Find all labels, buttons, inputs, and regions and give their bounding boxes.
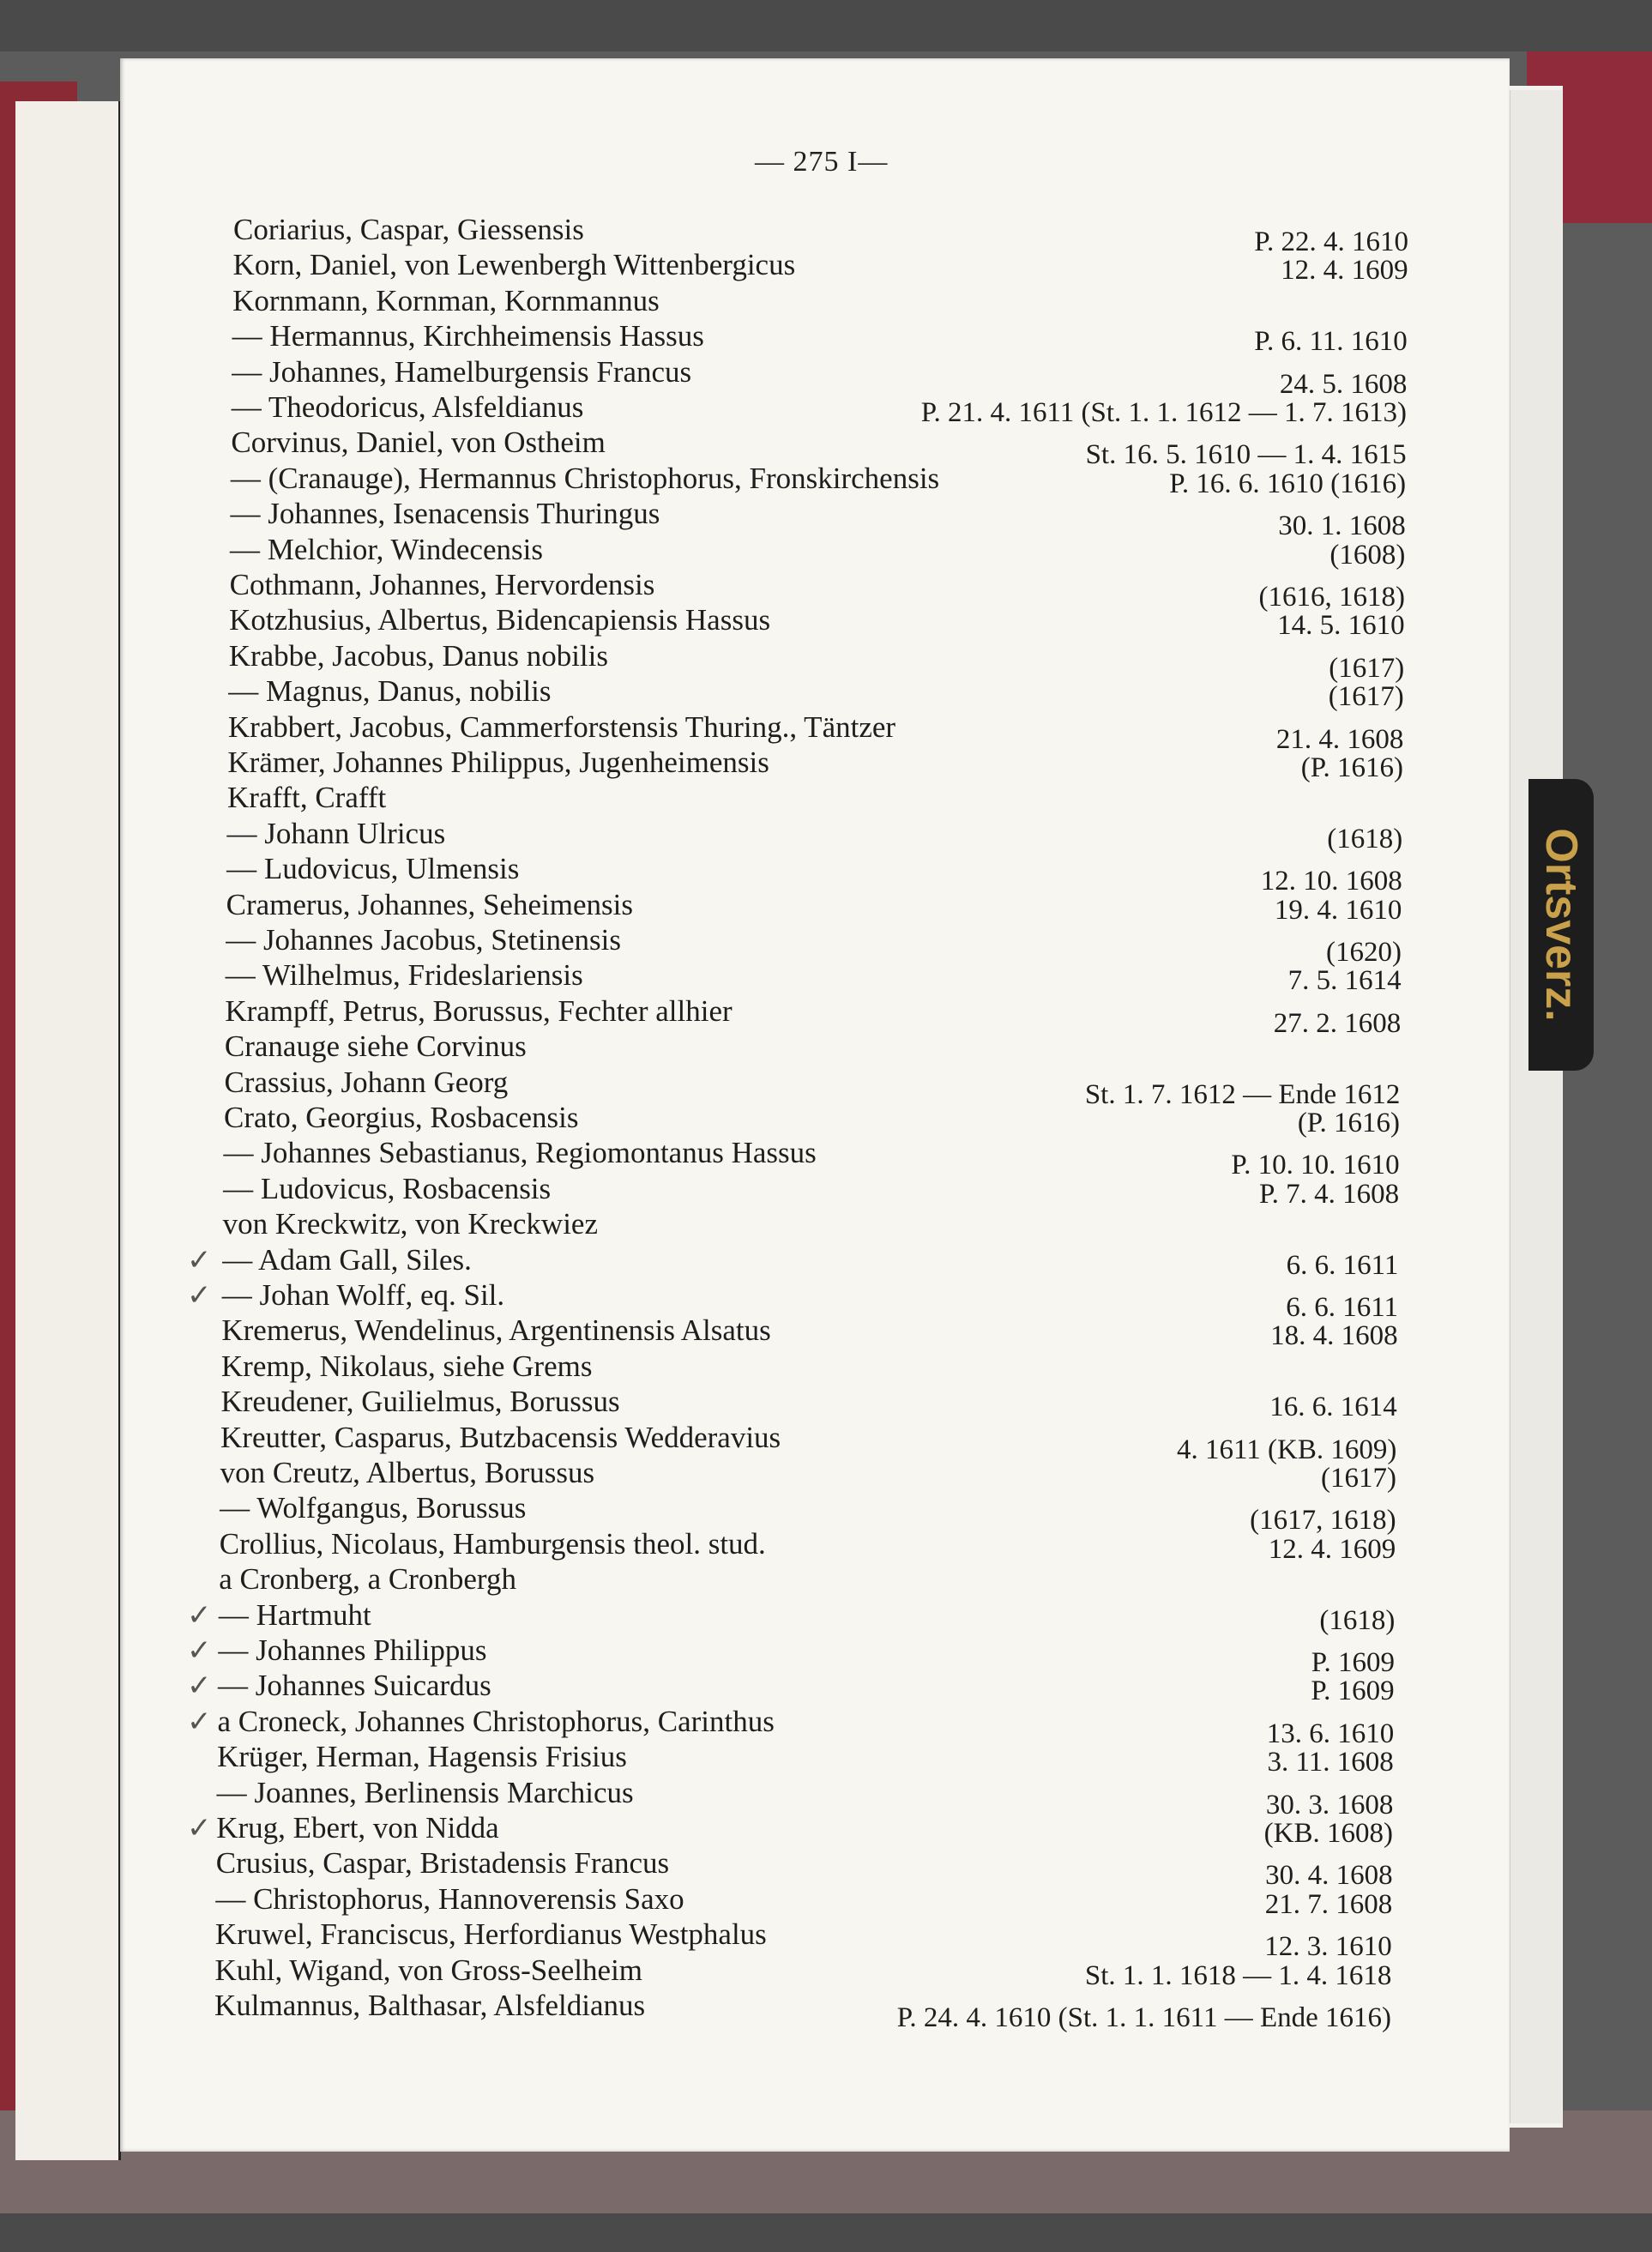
entry-date: 12. 10. 1608 bbox=[1260, 866, 1402, 897]
register-entry bbox=[221, 1278, 1398, 1323]
register-entry bbox=[222, 1242, 1399, 1281]
entry-date: P. 10. 10. 1610 bbox=[1231, 1150, 1400, 1181]
check-mark-icon: ✓ bbox=[187, 1669, 212, 1704]
register-entry bbox=[223, 1136, 1400, 1181]
entry-name: Cothmann, Johannes, Hervordensis bbox=[229, 568, 655, 601]
entry-date: (1608) bbox=[1329, 539, 1406, 571]
register-entry bbox=[227, 746, 1403, 783]
register-entry bbox=[230, 461, 1407, 499]
entry-date: 16. 6. 1614 bbox=[1269, 1392, 1397, 1423]
entry-name: Cranauge siehe Corvinus bbox=[224, 1029, 527, 1064]
entry-date: (1620) bbox=[1326, 937, 1402, 968]
entry-date: P. 7. 4. 1608 bbox=[1258, 1178, 1400, 1210]
entry-name: — Johannes Philippus bbox=[218, 1633, 487, 1667]
entry-date: (1616, 1618) bbox=[1258, 582, 1405, 613]
entry-date: P. 21. 4. 1611 (St. 1. 1. 1612 — 1. 7. 1613) bbox=[920, 397, 1407, 428]
entry-date: (1617) bbox=[1329, 652, 1405, 684]
entry-name: Krampff, Petrus, Borussus, Fechter allhier bbox=[225, 993, 733, 1028]
register-entry bbox=[229, 603, 1405, 642]
register-entry bbox=[215, 1881, 1393, 1920]
register-entry bbox=[225, 958, 1402, 997]
entry-name: Crato, Georgius, Rosbacensis bbox=[224, 1101, 579, 1134]
entry-name: Crassius, Johann Georg bbox=[224, 1065, 509, 1099]
entry-name: von Creutz, Albertus, Borussus bbox=[220, 1456, 595, 1489]
entry-date: 21. 7. 1608 bbox=[1264, 1888, 1393, 1920]
entry-date: P. 22. 4. 1610 bbox=[1254, 226, 1408, 257]
entry-name: a Cronberg, a Cronbergh bbox=[219, 1562, 516, 1597]
register-entry bbox=[231, 390, 1407, 428]
entry-date: 12. 3. 1610 bbox=[1264, 1931, 1392, 1963]
entry-date: 27. 2. 1608 bbox=[1273, 1007, 1402, 1039]
entry-name: Kremerus, Wendelinus, Argentinensis Alsatus bbox=[221, 1313, 771, 1348]
register-entry bbox=[214, 1989, 1391, 2033]
register-entry bbox=[230, 532, 1406, 571]
entry-name: — Hartmuht bbox=[218, 1597, 371, 1632]
entry-name: Korn, Daniel, von Lewenbergh Wittenbergicus bbox=[232, 248, 796, 282]
entry-name: — Wilhelmus, Frideslariensis bbox=[225, 958, 583, 993]
entry-name: Kremp, Nikolaus, siehe Grems bbox=[220, 1349, 593, 1383]
entry-name: Kotzhusius, Albertus, Bidencapiensis Hassus bbox=[229, 603, 771, 637]
register-entry bbox=[232, 248, 1408, 287]
entry-name: Coriarius, Caspar, Giessensis bbox=[233, 213, 584, 246]
check-mark-icon: ✓ bbox=[187, 1597, 212, 1633]
entry-date: 6. 6. 1611 bbox=[1286, 1292, 1398, 1323]
entry-date: 18. 4. 1608 bbox=[1270, 1320, 1398, 1352]
entry-name: Kuhl, Wigand, von Gross-Seelheim bbox=[214, 1953, 643, 1987]
entry-name: — Johannes, Hamelburgensis Francus bbox=[232, 354, 692, 389]
register-entry bbox=[217, 1740, 1394, 1778]
entry-date: (P. 1616) bbox=[1300, 752, 1403, 783]
register-entry bbox=[226, 816, 1403, 854]
entry-name: — Johannes, Isenacensis Thuringus bbox=[230, 497, 660, 531]
entry-name: — Johannes Jacobus, Stetinensis bbox=[226, 923, 621, 957]
register-entry bbox=[232, 319, 1408, 358]
entry-date: (1617) bbox=[1321, 1463, 1396, 1494]
entry-date: P. 24. 4. 1610 (St. 1. 1. 1611 — Ende 1616) bbox=[896, 2002, 1391, 2033]
register-entry bbox=[219, 1562, 1396, 1597]
register-entry bbox=[232, 354, 1408, 400]
entry-name: Krug, Ebert, von Nidda bbox=[216, 1811, 499, 1844]
entry-name: Crusius, Caspar, Bristadensis Francus bbox=[215, 1846, 670, 1881]
entry-date: (1618) bbox=[1319, 1604, 1396, 1636]
entry-date: P. 1609 bbox=[1311, 1647, 1395, 1678]
entry-name: Kreudener, Guilielmus, Borussus bbox=[220, 1385, 620, 1419]
entry-date: 30. 4. 1608 bbox=[1265, 1860, 1393, 1892]
entry-date: 7. 5. 1614 bbox=[1287, 965, 1402, 997]
entry-date: 12. 4. 1609 bbox=[1281, 255, 1408, 287]
register-entry bbox=[220, 1491, 1396, 1537]
entry-date: P. 16. 6. 1610 (1616) bbox=[1169, 468, 1407, 499]
register-entry bbox=[214, 1917, 1392, 1963]
register-entry bbox=[218, 1597, 1396, 1636]
entry-name: — Johan Wolff, eq. Sil. bbox=[221, 1278, 505, 1312]
entry-date: (1617, 1618) bbox=[1250, 1505, 1396, 1537]
check-mark-icon: ✓ bbox=[187, 1704, 212, 1739]
page-number: — 275 I— bbox=[755, 146, 889, 178]
register-entry bbox=[223, 1207, 1399, 1241]
register-entry bbox=[232, 284, 1408, 318]
register-entry bbox=[221, 1349, 1397, 1384]
entry-name: — Ludovicus, Ulmensis bbox=[226, 852, 520, 886]
entry-name: — (Cranauge), Hermannus Christophorus, Fronskirchensis bbox=[230, 461, 940, 495]
entry-date: 30. 3. 1608 bbox=[1265, 1789, 1394, 1820]
entry-name: — Christophorus, Hannoverensis Saxo bbox=[215, 1881, 684, 1916]
entry-date: P. 1609 bbox=[1311, 1675, 1395, 1707]
entry-date: 13. 6. 1610 bbox=[1266, 1718, 1395, 1749]
entry-name: Corvinus, Daniel, von Ostheim bbox=[231, 426, 606, 460]
entry-name: von Kreckwitz, von Kreckwiez bbox=[222, 1207, 599, 1241]
register-entry bbox=[217, 1669, 1395, 1707]
entry-date: (KB. 1608) bbox=[1263, 1818, 1393, 1849]
register-entry bbox=[221, 1313, 1398, 1352]
entry-name: Kornmann, Kornman, Kornmannus bbox=[232, 283, 660, 317]
entry-name: Kruwel, Franciscus, Herfordianus Westphalus bbox=[214, 1917, 767, 1952]
register-entry bbox=[228, 674, 1404, 713]
entry-name: Krüger, Herman, Hagensis Frisius bbox=[217, 1740, 627, 1774]
entry-date: 19. 4. 1610 bbox=[1274, 894, 1402, 926]
entry-date: St. 16. 5. 1610 — 1. 4. 1615 bbox=[1085, 439, 1407, 471]
entry-name: a Croneck, Johannes Christophorus, Carinthus bbox=[217, 1704, 775, 1738]
register-entry bbox=[223, 1171, 1400, 1210]
entry-name: — Theodoricus, Alsfeldianus bbox=[231, 390, 584, 424]
entry-date: St. 1. 1. 1618 — 1. 4. 1618 bbox=[1084, 1959, 1392, 1991]
register-entry bbox=[219, 1526, 1396, 1565]
entry-date: 12. 4. 1609 bbox=[1268, 1533, 1396, 1565]
check-mark-icon: ✓ bbox=[187, 1633, 212, 1668]
entry-date: P. 6. 11. 1610 bbox=[1254, 326, 1408, 358]
entry-name: Kulmannus, Balthasar, Alsfeldianus bbox=[214, 1989, 646, 2022]
entry-name: — Melchior, Windecensis bbox=[230, 532, 543, 566]
register-entry bbox=[226, 923, 1402, 968]
entry-date: 30. 1. 1608 bbox=[1278, 510, 1406, 542]
entry-name: — Magnus, Danus, nobilis bbox=[228, 674, 552, 709]
entry-date: 3. 11. 1608 bbox=[1267, 1747, 1394, 1778]
register-entry bbox=[230, 497, 1406, 542]
entry-name: Krämer, Johannes Philippus, Jugenheimensis bbox=[227, 746, 769, 779]
entry-date: St. 1. 7. 1612 — Ende 1612 bbox=[1084, 1078, 1401, 1110]
entry-name: Krabbe, Jacobus, Danus nobilis bbox=[228, 638, 609, 673]
register-entry bbox=[233, 213, 1408, 257]
entry-name: Krafft, Crafft bbox=[226, 781, 387, 815]
entry-date: (1617) bbox=[1328, 681, 1404, 713]
entry-date: (1618) bbox=[1327, 823, 1403, 854]
entry-date: 4. 1611 (KB. 1609) bbox=[1177, 1434, 1397, 1465]
entry-name: — Ludovicus, Rosbacensis bbox=[223, 1171, 552, 1205]
entry-date: 21. 4. 1608 bbox=[1275, 723, 1404, 755]
register-entry bbox=[231, 426, 1407, 471]
index-tab-label[interactable]: Ortsverz. bbox=[1536, 828, 1586, 1022]
entry-name: — Wolfgangus, Borussus bbox=[220, 1491, 527, 1525]
entry-name: Kreutter, Casparus, Butzbacensis Wedderavius bbox=[220, 1420, 781, 1454]
entry-name: Cramerus, Johannes, Seheimensis bbox=[226, 887, 633, 921]
register-entry bbox=[225, 1029, 1401, 1064]
register-entry bbox=[220, 1385, 1397, 1423]
entry-date: (P. 1616) bbox=[1297, 1108, 1400, 1138]
register-entry bbox=[227, 709, 1404, 755]
entry-name: — Johannes Sebastianus, Regiomontanus Hassus bbox=[223, 1136, 817, 1170]
register-entry bbox=[217, 1704, 1395, 1749]
register-entry bbox=[228, 638, 1405, 684]
check-mark-icon: ✓ bbox=[187, 1811, 212, 1845]
register-entry bbox=[224, 1065, 1401, 1110]
register-entry bbox=[227, 781, 1403, 815]
entry-name: — Adam Gall, Siles. bbox=[222, 1242, 472, 1277]
register-entry bbox=[224, 1101, 1400, 1138]
check-mark-icon: ✓ bbox=[187, 1278, 212, 1313]
entry-date: 14. 5. 1610 bbox=[1277, 610, 1405, 642]
register-entry bbox=[226, 887, 1402, 926]
register-entry bbox=[226, 852, 1402, 897]
register-entry bbox=[216, 1775, 1394, 1820]
register-entry bbox=[215, 1846, 1393, 1892]
register-entry bbox=[218, 1633, 1395, 1678]
register-entry bbox=[220, 1456, 1396, 1494]
register-entry bbox=[220, 1420, 1397, 1465]
check-mark-icon: ✓ bbox=[187, 1242, 212, 1277]
entry-name: — Johannes Suicardus bbox=[217, 1669, 491, 1703]
entry-name: — Joannes, Berlinensis Marchicus bbox=[216, 1775, 634, 1809]
register-entry bbox=[214, 1953, 1392, 1991]
entry-name: Crollius, Nicolaus, Hamburgensis theol. stud. bbox=[219, 1526, 766, 1561]
register-entry bbox=[216, 1811, 1393, 1849]
entry-date: 6. 6. 1611 bbox=[1286, 1249, 1399, 1281]
entry-name: Krabbert, Jacobus, Cammerforstensis Thuring., Täntzer bbox=[227, 709, 896, 744]
register-entry bbox=[229, 568, 1405, 613]
entry-date: 24. 5. 1608 bbox=[1279, 368, 1408, 400]
entry-name: — Hermannus, Kirchheimensis Hassus bbox=[232, 319, 704, 353]
entry-name: — Johann Ulricus bbox=[226, 816, 446, 850]
register-entry bbox=[225, 993, 1402, 1039]
